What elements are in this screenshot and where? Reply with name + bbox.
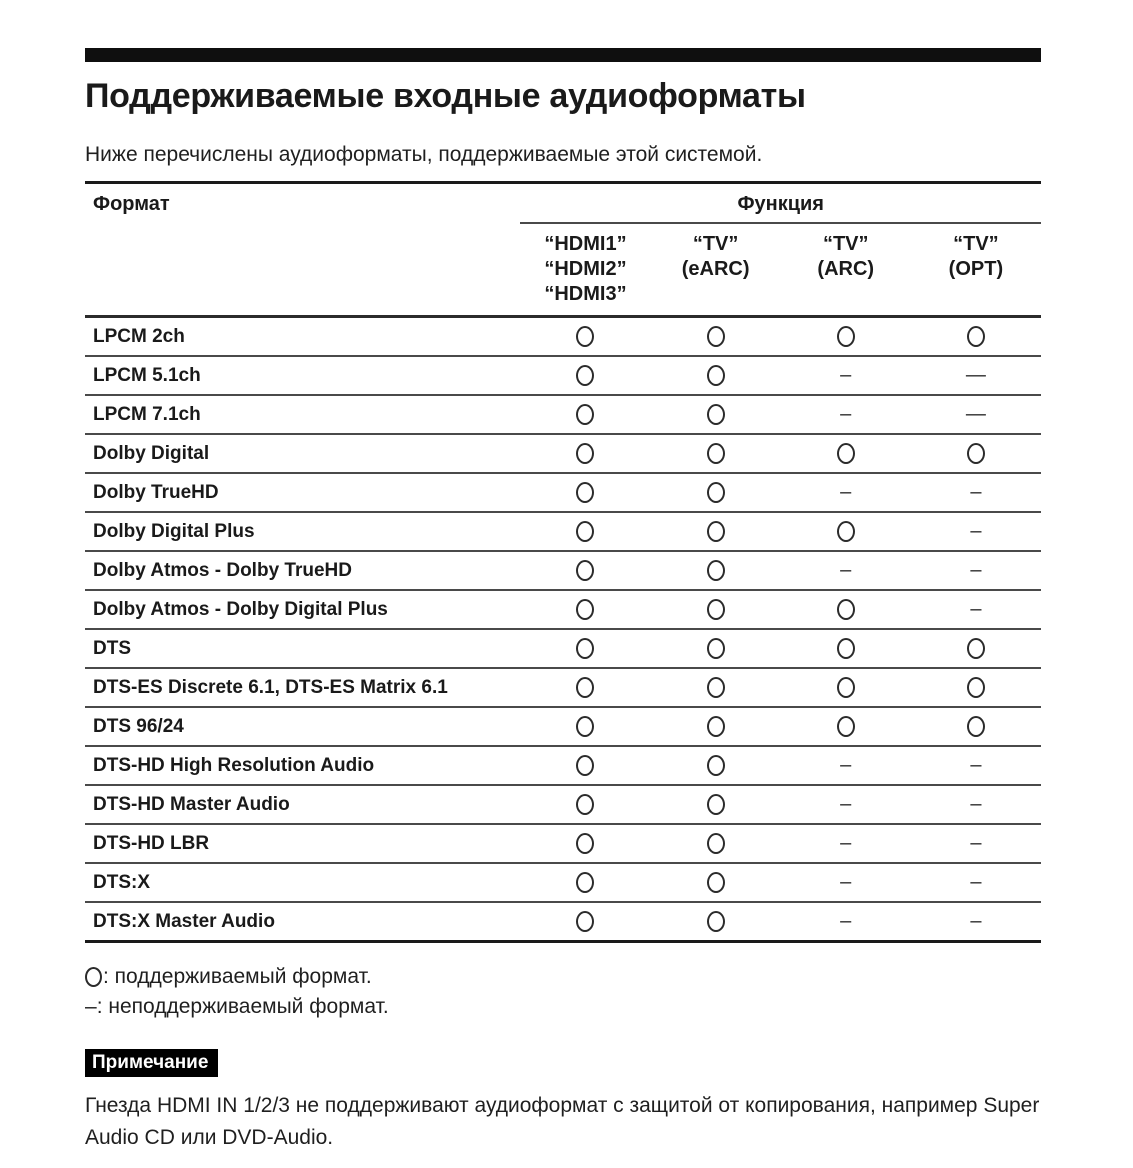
supported-circle-icon xyxy=(707,443,725,464)
supported-circle-icon xyxy=(707,599,725,620)
supported-circle-icon xyxy=(967,443,985,464)
table-row xyxy=(85,746,1041,785)
supported-circle-icon xyxy=(576,404,594,425)
table-row xyxy=(85,512,1041,551)
supported-circle-icon xyxy=(707,833,725,854)
supported-circle-icon xyxy=(837,716,855,737)
unsupported-cell xyxy=(781,473,911,512)
supported-cell xyxy=(911,668,1041,707)
unsupported-cell xyxy=(911,746,1041,785)
unsupported-cell xyxy=(781,746,911,785)
supported-circle-icon xyxy=(707,560,725,581)
supported-cell xyxy=(651,824,781,863)
unsupported-dash: – xyxy=(970,481,982,503)
supported-cell xyxy=(520,317,650,357)
supported-circle-icon xyxy=(707,872,725,893)
supported-cell xyxy=(651,317,781,357)
supported-circle-icon xyxy=(707,677,725,698)
supported-cell xyxy=(911,317,1041,357)
table-row xyxy=(85,863,1041,902)
unsupported-dash: – xyxy=(840,403,852,425)
supported-circle-icon xyxy=(576,794,594,815)
supported-circle-icon xyxy=(576,638,594,659)
table-row xyxy=(85,356,1041,395)
supported-circle-icon xyxy=(707,404,725,425)
supported-cell xyxy=(651,746,781,785)
format-cell: Dolby TrueHD xyxy=(85,473,520,512)
subcolumn-label-line: (OPT) xyxy=(948,258,1004,280)
supported-circle-icon xyxy=(576,482,594,503)
table-row xyxy=(85,707,1041,746)
table-header xyxy=(85,183,1041,317)
supported-circle-icon xyxy=(707,794,725,815)
unsupported-cell xyxy=(781,356,911,395)
supported-circle-icon xyxy=(837,443,855,464)
format-cell: DTS xyxy=(85,629,520,668)
supported-cell xyxy=(781,434,911,473)
supported-circle-icon xyxy=(707,638,725,659)
supported-cell xyxy=(781,629,911,668)
subcolumn-label-line: (eARC) xyxy=(681,258,750,280)
unsupported-dash: – xyxy=(970,832,982,854)
supported-cell xyxy=(520,785,650,824)
supported-circle-icon xyxy=(707,755,725,776)
unsupported-cell xyxy=(911,902,1041,942)
supported-cell xyxy=(520,863,650,902)
supported-cell xyxy=(651,629,781,668)
legend-label: : поддерживаемый формат. xyxy=(103,965,372,988)
supported-cell xyxy=(781,317,911,357)
unsupported-long-dash: — xyxy=(965,364,986,386)
table-row xyxy=(85,629,1041,668)
supported-circle-icon xyxy=(576,443,594,464)
legend-label: : неподдерживаемый формат. xyxy=(96,995,389,1018)
unsupported-dash: – xyxy=(970,559,982,581)
supported-cell xyxy=(781,707,911,746)
format-cell: DTS-HD LBR xyxy=(85,824,520,863)
supported-circle-icon xyxy=(967,638,985,659)
format-cell: LPCM 2ch xyxy=(93,325,185,347)
supported-circle-icon xyxy=(837,638,855,659)
unsupported-dash: – xyxy=(85,995,97,1018)
supported-cell xyxy=(651,707,781,746)
supported-cell xyxy=(651,512,781,551)
supported-cell xyxy=(911,629,1041,668)
supported-circle-icon xyxy=(837,326,855,347)
unsupported-dash: – xyxy=(840,832,852,854)
supported-circle-icon xyxy=(576,365,594,386)
unsupported-cell xyxy=(911,863,1041,902)
table-row xyxy=(85,590,1041,629)
subcolumn-label-line: “TV” xyxy=(953,233,999,255)
supported-cell xyxy=(651,785,781,824)
supported-cell xyxy=(520,512,650,551)
supported-cell xyxy=(651,551,781,590)
unsupported-dash: – xyxy=(970,598,982,620)
section-divider-bar xyxy=(85,48,1041,62)
supported-cell xyxy=(651,395,781,434)
format-cell: Dolby Atmos - Dolby Digital Plus xyxy=(85,590,520,629)
audio-formats-table xyxy=(85,181,1041,943)
supported-circle-icon xyxy=(576,521,594,542)
supported-cell xyxy=(651,863,781,902)
subcolumn-label-line: “TV” xyxy=(822,233,869,255)
format-cell: DTS-ES Discrete 6.1, DTS-ES Matrix 6.1 xyxy=(85,668,520,707)
supported-circle-icon xyxy=(967,716,985,737)
unsupported-dash: – xyxy=(970,754,982,776)
table-row xyxy=(85,902,1041,942)
unsupported-cell xyxy=(781,551,911,590)
unsupported-cell xyxy=(781,902,911,942)
supported-circle-icon xyxy=(576,677,594,698)
supported-cell xyxy=(651,590,781,629)
function-subcolumn-tv-earc xyxy=(651,223,781,317)
supported-circle-icon xyxy=(707,365,725,386)
supported-circle-icon xyxy=(837,521,855,542)
subcolumn-label-line: “HDMI3” xyxy=(544,283,627,305)
supported-cell xyxy=(520,434,650,473)
supported-cell xyxy=(651,902,781,942)
supported-circle-icon xyxy=(707,521,725,542)
unsupported-cell xyxy=(911,824,1041,863)
supported-cell xyxy=(520,824,650,863)
table-body xyxy=(85,317,1041,942)
unsupported-dash: – xyxy=(840,481,852,503)
table-row xyxy=(85,317,1041,357)
format-cell: Dolby Digital Plus xyxy=(85,512,520,551)
unsupported-cell xyxy=(781,395,911,434)
format-cell: DTS 96/24 xyxy=(85,707,520,746)
table-row xyxy=(85,551,1041,590)
supported-circle-icon xyxy=(967,326,985,347)
supported-cell xyxy=(520,629,650,668)
supported-cell xyxy=(520,473,650,512)
unsupported-dash: – xyxy=(970,793,982,815)
format-cell: DTS:X Master Audio xyxy=(85,902,520,942)
unsupported-cell xyxy=(911,590,1041,629)
supported-circle-icon xyxy=(707,716,725,737)
supported-cell xyxy=(781,668,911,707)
table-row xyxy=(85,785,1041,824)
format-cell: DTS-HD High Resolution Audio xyxy=(85,746,520,785)
unsupported-dash: – xyxy=(970,520,982,542)
unsupported-cell xyxy=(911,395,1041,434)
supported-circle-icon xyxy=(576,911,594,932)
format-cell: Dolby Digital xyxy=(85,434,520,473)
supported-cell xyxy=(911,707,1041,746)
supported-circle-icon xyxy=(837,677,855,698)
unsupported-dash: – xyxy=(840,793,852,815)
supported-circle-icon xyxy=(576,599,594,620)
supported-cell xyxy=(781,512,911,551)
table-row xyxy=(85,434,1041,473)
supported-circle-icon xyxy=(576,326,594,347)
unsupported-dash: – xyxy=(970,910,982,932)
unsupported-cell xyxy=(781,863,911,902)
unsupported-dash: – xyxy=(840,910,852,932)
supported-cell xyxy=(651,434,781,473)
symbol-legend xyxy=(85,962,1041,1022)
supported-circle-icon xyxy=(837,599,855,620)
subcolumn-label-line: “HDMI2” xyxy=(544,258,627,280)
unsupported-cell xyxy=(911,512,1041,551)
supported-cell xyxy=(520,551,650,590)
supported-cell xyxy=(520,590,650,629)
page-title: Поддерживаемые входные аудиоформаты xyxy=(85,77,806,115)
unsupported-long-dash: — xyxy=(965,403,986,425)
table-row xyxy=(85,824,1041,863)
note-badge: Примечание xyxy=(85,1049,218,1077)
supported-circle-icon xyxy=(967,677,985,698)
supported-cell xyxy=(651,356,781,395)
note-text: Гнезда HDMI IN 1/2/3 не поддерживают аудиоформат с защитой от копирования, например Super Audio CD или DVD-Audio. xyxy=(85,1094,1040,1149)
supported-circle-icon xyxy=(576,833,594,854)
unsupported-dash: – xyxy=(840,364,852,386)
unsupported-dash: – xyxy=(840,754,852,776)
format-cell: LPCM 7.1ch xyxy=(85,395,520,434)
supported-cell xyxy=(651,668,781,707)
format-cell: DTS-HD Master Audio xyxy=(85,785,520,824)
format-cell: LPCM 5.1ch xyxy=(85,356,520,395)
subcolumn-label-line: “TV” xyxy=(692,233,739,255)
supported-cell xyxy=(781,590,911,629)
format-cell: Dolby Atmos - Dolby TrueHD xyxy=(85,551,520,590)
supported-cell xyxy=(520,902,650,942)
unsupported-cell xyxy=(911,551,1041,590)
unsupported-cell xyxy=(781,824,911,863)
supported-circle-icon xyxy=(576,755,594,776)
supported-cell xyxy=(520,746,650,785)
supported-cell xyxy=(520,707,650,746)
table-row xyxy=(85,395,1041,434)
unsupported-dash: – xyxy=(840,559,852,581)
supported-cell xyxy=(520,395,650,434)
page-content xyxy=(85,48,1041,1154)
function-column-header: Функция xyxy=(520,183,1041,224)
supported-circle-icon xyxy=(707,911,725,932)
function-subcolumn-tv-opt xyxy=(911,223,1041,317)
unsupported-cell xyxy=(911,356,1041,395)
supported-cell xyxy=(651,473,781,512)
unsupported-cell xyxy=(911,785,1041,824)
unsupported-cell xyxy=(781,785,911,824)
supported-circle-icon xyxy=(707,326,725,347)
function-subcolumn-tv-arc xyxy=(781,223,911,317)
legend-row xyxy=(85,962,1041,992)
unsupported-dash: – xyxy=(970,871,982,893)
intro-text: Ниже перечислены аудиоформаты, поддерживаемые этой системой. xyxy=(85,143,763,166)
unsupported-cell xyxy=(911,473,1041,512)
supported-circle-icon xyxy=(576,560,594,581)
table-row xyxy=(85,668,1041,707)
supported-cell xyxy=(911,434,1041,473)
unsupported-dash: – xyxy=(840,871,852,893)
legend-row xyxy=(85,992,1041,1022)
format-cell: DTS:X xyxy=(85,863,520,902)
subcolumn-label-line: “HDMI1” xyxy=(544,233,627,255)
table-row xyxy=(85,473,1041,512)
subcolumn-label-line: (ARC) xyxy=(817,258,875,280)
format-column-header: Формат xyxy=(85,183,520,317)
supported-circle-icon xyxy=(576,872,594,893)
supported-circle-icon xyxy=(707,482,725,503)
supported-cell xyxy=(520,668,650,707)
supported-cell xyxy=(520,356,650,395)
supported-circle-icon xyxy=(85,967,102,987)
supported-circle-icon xyxy=(576,716,594,737)
function-subcolumn-hdmi-inputs xyxy=(520,223,650,317)
